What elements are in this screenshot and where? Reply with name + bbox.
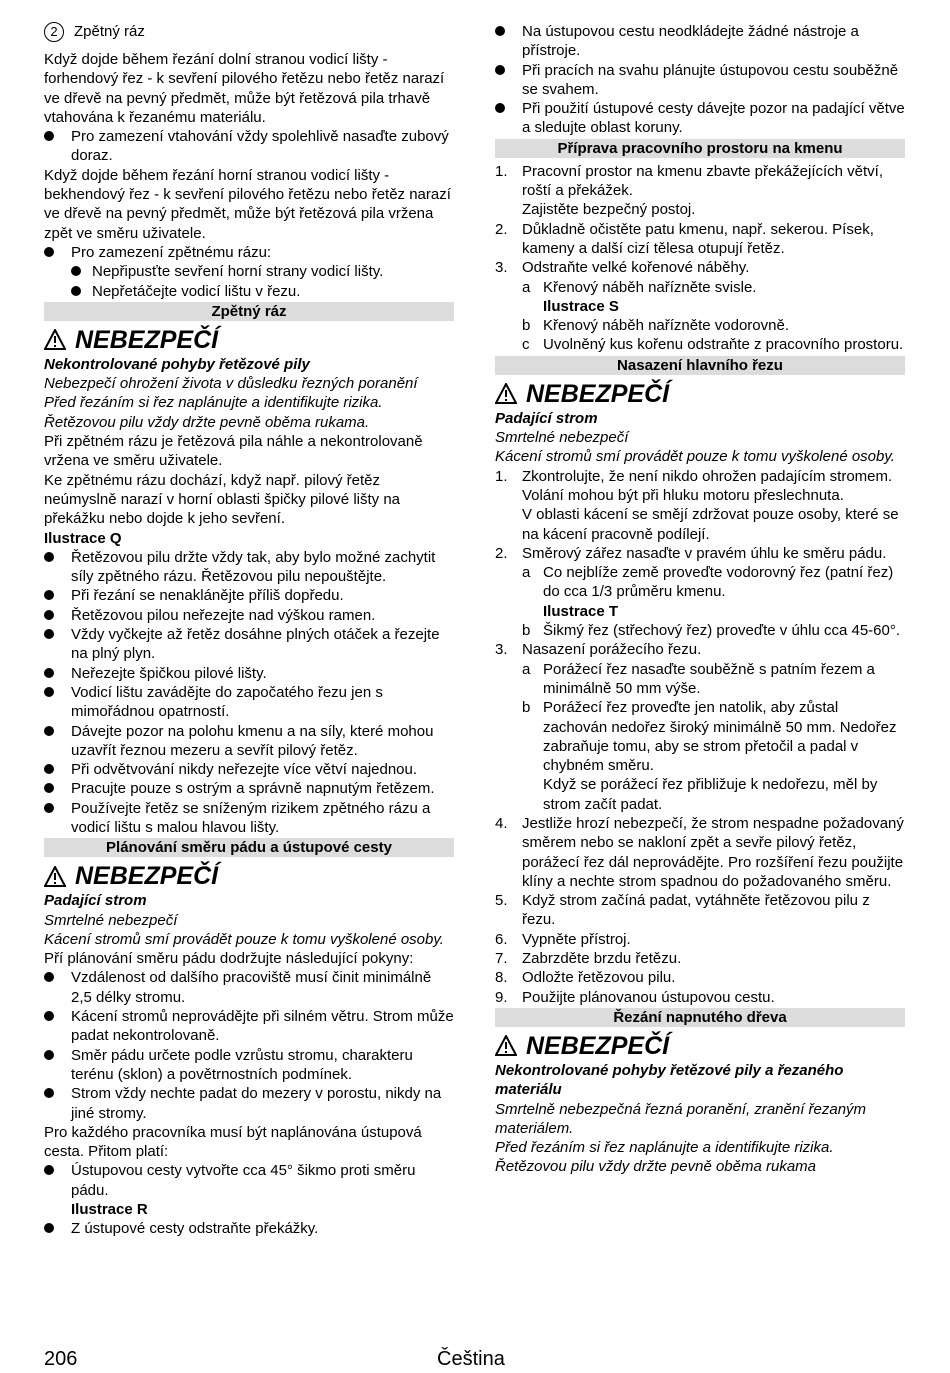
numbered-step: 6. Vypněte přístroj. [495, 930, 631, 948]
bullet-item: Při použití ústupové cesty dávejte pozor na padající větve a sledujte oblast koruny. [495, 99, 905, 138]
numbered-step: 3. Nasazení porážecího řezu. [495, 641, 702, 659]
bullet-item: Vzdálenost od dalšího pracoviště musí činit minimálně 2,5 délky stromu. [44, 968, 454, 1007]
numbered-step: 9. Použijte plánovanou ústupovou cestu. [495, 988, 775, 1006]
step-note: V oblasti kácení se smějí zdržovat pouze osoby, které se na kácení pracovně podílejí. [522, 506, 899, 543]
hazard-avoidance: Kácení stromů smí provádět pouze k tomu vyškolené osoby. [44, 930, 444, 948]
hazard-title: Nekontrolované pohyby řetězové pily [44, 355, 310, 373]
page-number: 206 [44, 1348, 78, 1370]
paragraph: Když dojde během řezání dolní stranou vodicí lišty - forhendový řez - k sevření pilového řetězu nebo řetěz narazí ve dřevě na pevný předmět, může být řetězová pila trhavě vtahována k řezanému materiálu. [44, 51, 445, 126]
hazard-consequence: Smrtelně nebezpečná řezná poranění, zranění řezaným materiálem. [495, 1100, 867, 1137]
section-header-kickback: Zpětný ráz [44, 302, 454, 321]
lettered-substep: b Křenový náběh nařízněte vodorovně. [522, 317, 789, 335]
illustration-ref: Ilustrace S [543, 297, 619, 315]
warning-triangle-icon [495, 1035, 517, 1056]
bullet-item: Při odvětvování nikdy neřezejte více větví najednou. [44, 760, 454, 779]
kickback-heading: 2 Zpětný ráz [44, 22, 454, 42]
hazard-title: Padající strom [495, 409, 598, 427]
hazard-title: Padající strom [44, 892, 147, 910]
section-header-workspace: Příprava pracovního prostoru na kmenu [495, 139, 905, 158]
lettered-substep: a Co nejblíže země proveďte vodorovný řez (patní řez) do cca 1/3 průměru kmenu. [522, 564, 894, 601]
bullet-item: Při pracích na svahu plánujte ústupovou cestu souběžně se svahem. [495, 61, 905, 100]
bullet-item: Dávejte pozor na polohu kmenu a na síly, které mohou uzavřít řeznou mezeru a sevřít pilový řetěz. [44, 722, 454, 761]
hazard-consequence: Nebezpečí ohrožení života v důsledku řezných poranění [44, 375, 418, 393]
bullet-item: Ústupovou cesty vytvořte cca 45° šikmo proti směru pádu. [44, 1161, 454, 1200]
paragraph: Pří plánování směru pádu dodržujte následující pokyny: [44, 950, 414, 968]
paragraph: Při zpětném rázu je řetězová pila náhle a nekontrolovaně vržena ve směru uživatele. [44, 433, 423, 470]
section-header-tensioned-wood: Řezání napnutého dřeva [495, 1008, 905, 1027]
sub-bullet-item: Nepřipusťte sevření horní strany vodicí lišty. [44, 262, 454, 281]
danger-heading: NEBEZPEČÍ [495, 1031, 905, 1061]
paragraph: Ke zpětnému rázu dochází, když např. pilový řetěz neúmyslně narazí v horní oblasti špičky pilové lišty na překážku nebo dojde k jeho sevření. [44, 471, 401, 528]
bullet-item: Strom vždy nechte padat do mezery v porostu, nikdy na jiné stromy. [44, 1084, 454, 1123]
numbered-step: 2. Směrový zářez nasaďte v pravém úhlu ke směru pádu. [495, 544, 887, 562]
bullet-item: Používejte řetěz se sníženým rizikem zpětného rázu a vodicí lištu s malou hlavou lišty. [44, 799, 454, 838]
illustration-ref: Ilustrace R [71, 1201, 148, 1219]
section-header-main-cut: Nasazení hlavního řezu [495, 356, 905, 375]
danger-heading: NEBEZPEČÍ [44, 325, 454, 355]
bullet-item: Vodicí lištu zavádějte do započatého řezu jen s mimořádnou opatrností. [44, 683, 454, 722]
sub-bullet-item: Nepřetáčejte vodicí lištu v řezu. [44, 282, 454, 301]
numbered-step: 5. Když strom začíná padat, vytáhněte řetězovou pilu z řezu. [495, 892, 870, 929]
numbered-step: 1. Zkontrolujte, že není nikdo ohrožen padajícím stromem. Volání mohou být při hluku motoru přeslechnuta. [495, 467, 893, 504]
right-column [495, 22, 905, 1177]
bullet-item: Kácení stromů neprovádějte při silném větru. Strom může padat nekontrolovaně. [44, 1007, 454, 1046]
hazard-consequence: Smrtelné nebezpečí [495, 429, 629, 447]
bullet-item: Vždy vyčkejte až řetěz dosáhne plných otáček a řezejte na plný plyn. [44, 625, 454, 664]
bullet-item: Směr pádu určete podle vzrůstu stromu, charakteru terénu (sklon) a povětrnostních podmínek. [44, 1046, 454, 1085]
hazard-title: Nekontrolované pohyby řetězové pily a řezaného materiálu [495, 1061, 844, 1099]
hazard-avoidance: Před řezáním si řez naplánujte a identifikujte rizika. Řetězovou pilu vždy držte pevně oběma rukama. [44, 394, 383, 431]
numbered-step: 2. Důkladně očistěte patu kmenu, např. sekerou. Písek, kameny a další cizí tělesa otupují řetěz. [495, 220, 874, 257]
bullet-item: Na ústupovou cestu neodkládejte žádné nástroje a přístroje. [495, 22, 905, 61]
paragraph: Když dojde během řezání horní stranou vodicí lišty - bekhendový řez - k sevření pilového řetězu nebo řetěz narazí ve dřevě na pevný předmět, může být řetězová pila vržena zpět ve směru uživatele. [44, 166, 451, 242]
numbered-step: 3. Odstraňte velké kořenové náběhy. [495, 259, 750, 277]
lettered-substep: b Šikmý řez (střechový řez) proveďte v úhlu cca 45-60°. [522, 622, 901, 640]
warning-triangle-icon [495, 383, 517, 404]
lettered-substep: a Porážecí řez nasaďte souběžně s patním řezem a minimálně 50 mm výše. [522, 660, 875, 697]
paragraph: Pro každého pracovníka musí být naplánována ústupová cesta. Přitom platí: [44, 1123, 422, 1161]
illustration-ref: Ilustrace T [543, 602, 619, 620]
numbered-step: 1. Pracovní prostor na kmenu zbavte překážejících větví, roští a překážek. [495, 162, 884, 200]
warning-triangle-icon [44, 329, 66, 350]
lettered-substep: b Porážecí řez proveďte jen natolik, aby zůstal zachován nedořez široký minimálně 50 mm. Nedořez zabraňuje tomu, aby se strom přetočil a padal v chybném směru. [522, 699, 897, 775]
danger-heading: NEBEZPEČÍ [44, 861, 454, 891]
section-header-fall-direction: Plánování směru pádu a ústupové cesty [44, 838, 454, 857]
bullet-item: Řetězovou pilu držte vždy tak, aby bylo možné zachytit síly zpětného rázu. Řetězovou pilu nepouštějte. [44, 548, 454, 587]
lettered-substep: a Křenový náběh nařízněte svisle. [522, 278, 757, 296]
warning-triangle-icon [44, 866, 66, 887]
bullet-item: Neřezejte špičkou pilové lišty. [44, 664, 454, 683]
step-note: Když se porážecí řez přibližuje k nedořezu, měl by strom začít padat. [543, 776, 878, 813]
hazard-consequence: Smrtelné nebezpečí [44, 911, 178, 929]
numbered-step: 7. Zabrzděte brzdu řetězu. [495, 950, 682, 968]
bullet-item: Řetězovou pilou neřezejte nad výškou ramen. [44, 606, 454, 625]
left-column [44, 22, 454, 1239]
bullet-item: Z ústupové cesty odstraňte překážky. [44, 1219, 454, 1238]
danger-heading: NEBEZPEČÍ [495, 379, 905, 409]
hazard-avoidance: Kácení stromů smí provádět pouze k tomu vyškolené osoby. [495, 448, 895, 466]
numbered-step: 8. Odložte řetězovou pilu. [495, 969, 676, 987]
item-number-badge: 2 [44, 22, 64, 42]
numbered-step: 4. Jestliže hrozí nebezpečí, že strom nespadne požadovaný směrem nebo se nakloní zpět a sevře pilový řetěz, porážecí řez dál neprovádějte. Pro rozšíření řezu použijte klíny a nechte strom spadnou do požadovaného směru. [495, 814, 904, 890]
footer-language: Čeština [437, 1348, 505, 1370]
bullet-item: Pracujte pouze s ostrým a správně napnutým řetězem. [44, 779, 454, 798]
hazard-avoidance: Před řezáním si řez naplánujte a identifikujte rizika. Řetězovou pilu vždy držte pevně oběma rukama [495, 1139, 834, 1176]
bullet-item: Při řezání se nenaklánějte příliš dopředu. [44, 586, 454, 605]
step-note: Zajistěte bezpečný postoj. [522, 201, 696, 219]
bullet-item: Pro zamezení zpětnému rázu: [44, 243, 454, 262]
bullet-item: Pro zamezení vtahování vždy spolehlivě nasaďte zubový doraz. [44, 127, 454, 166]
illustration-ref: Ilustrace Q [44, 529, 122, 547]
lettered-substep: c Uvolněný kus kořenu odstraňte z pracovního prostoru. [522, 336, 904, 354]
